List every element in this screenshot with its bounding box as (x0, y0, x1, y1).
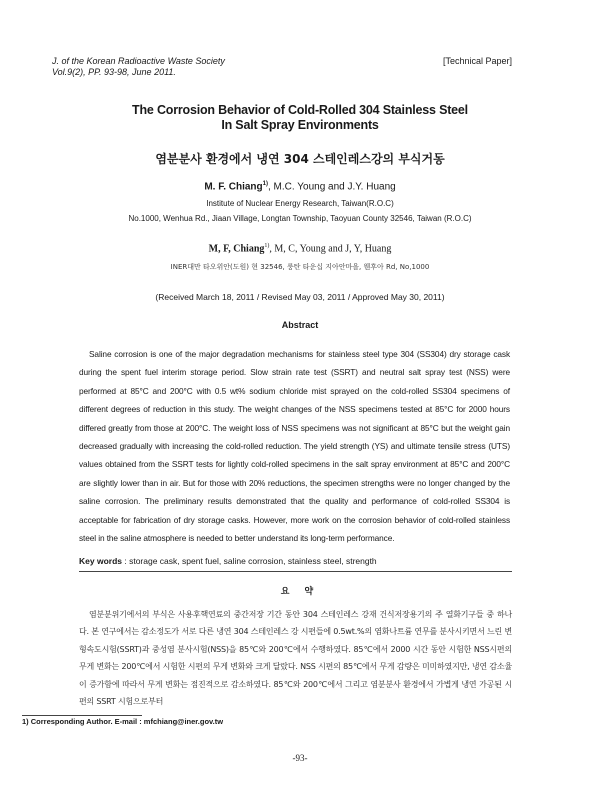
first-author-ko: M, F, Chiang (208, 243, 265, 255)
keywords-separator: : (122, 556, 130, 566)
paper-type: [Technical Paper] (442, 56, 512, 66)
co-authors: , M.C. Young and J.Y. Huang (268, 181, 396, 193)
author-mark: 1) (262, 181, 268, 187)
keywords-text: storage cask, spent fuel, saline corrosion, stainless steel, strength (129, 556, 377, 566)
keywords-label: Key words (79, 556, 122, 566)
journal-volume: Vol.9(2), PP. 93-98, June 2011. (52, 67, 176, 77)
footnote: 1) Corresponding Author. E-mail : mfchiang@iner.gov.tw (22, 717, 224, 726)
first-author: M. F. Chiang (204, 181, 263, 193)
received-dates: (Received March 18, 2011 / Revised May 03, 2011 / Approved May 30, 2011) (155, 292, 445, 302)
section-divider (79, 571, 512, 572)
paper-title (0, 103, 600, 133)
authors-korean (0, 243, 600, 254)
korean-abstract-heading: 요 약 (280, 587, 320, 597)
abstract-text: Saline corrosion is one of the major degradation mechanisms for stainless steel type 304 (SS304) dry storage cask during the spent fuel interim storage period. Slow strain rate test (SSRT) and neutral salt spray test (NSS) were performed at 85°C and 200°C with 0.5 wt% sodium chloride mist sprayed on the cold-rolled SS304 specimens of different degrees of reduction in this study. The weight changes of the NSS specimens tested at 85°C for 2000 hours differed greatly from those at 200°C. The weight loss of NSS specimens was not significant at 85°C but the weight gain decreased gradually with increasing the cold-rolled reduction. The yield strength (YS) and ultimate tensile stress (UTS) values obtained from the SSRT tests for lightly cold-rolled specimens in the salt spray environment at 85°C and 200°C are slightly lower than in air. But for those with 20% reductions, the specimen strengths were no longer changed by the saline corrosion. The preliminary results demonstrated that the quality and performance of cold-rolled SS304 is acceptable for fabrication of dry storage casks. However, more work on the corrosion behavior of cold-rolled stainless steel in the saline atmosphere is needed to better understand its long-term performance. (79, 349, 510, 544)
abstract-heading: Abstract (281, 320, 319, 330)
affiliation-address: No.1000, Wenhua Rd., Jiaan Village, Longtan Township, Taoyuan County 32546, Taiwan (R.O.C) (128, 214, 472, 223)
footnote-rule (22, 715, 142, 716)
journal-name: J. of the Korean Radioactive Waste Society (52, 56, 225, 66)
co-authors-ko: , M, C, Young and J, Y, Huang (269, 243, 392, 255)
title-line-1: The Corrosion Behavior of Cold-Rolled 304 Stainless Steel (132, 103, 468, 117)
page-number: -93- (292, 753, 308, 763)
author-mark-ko: 1) (264, 243, 270, 249)
affiliation-institute: Institute of Nuclear Energy Research, Taiwan(R.O.C) (206, 199, 394, 208)
authors-english (0, 181, 600, 192)
keywords (79, 556, 377, 566)
korean-abstract-text: 염분분위기에서의 부식은 사용후핵연료의 중간저장 기간 동안 304 스테인레스 강재 건식저장용기의 주 열화기구들 중 하나다. 본 연구에서는 감소정도가 서로 다른 냉연 304 스테인레스 강 시편들에 0.5wt.%의 염화나트륨 연무를 분사시키면서 느린 변형속도시험(SSRT)과 중성염 분사시험(NSS)을 85℃와 200℃에서 수행하였다. 85℃에서 2000 시간 동안 시험한 NSS시편의 무게 변화는 200℃에서 시험한 시편의 무게 변화와 크게 달랐다. NSS 시편의 85℃에서 무게 감량은 미미하였지만, 냉연 감소율이 증가함에 따라서 무게 변화는 점진적으로 감소하였다. 85℃와 200℃에서 그리고 염분분사 환경에서 가볍게 냉연 가공된 시편의 SSRT 시험으로부터 (79, 610, 512, 707)
title-line-2: In Salt Spray Environments (221, 118, 379, 132)
journal-header (52, 56, 225, 78)
affiliation-address-ko: INER대만 타오위안(도원) 현 32546, 룽탄 타운십 지아안마을, 웬후아 Rd, No,1000 (170, 263, 430, 271)
korean-title: 염분분사 환경에서 냉연 304 스테인레스강의 부식거동 (155, 152, 445, 166)
